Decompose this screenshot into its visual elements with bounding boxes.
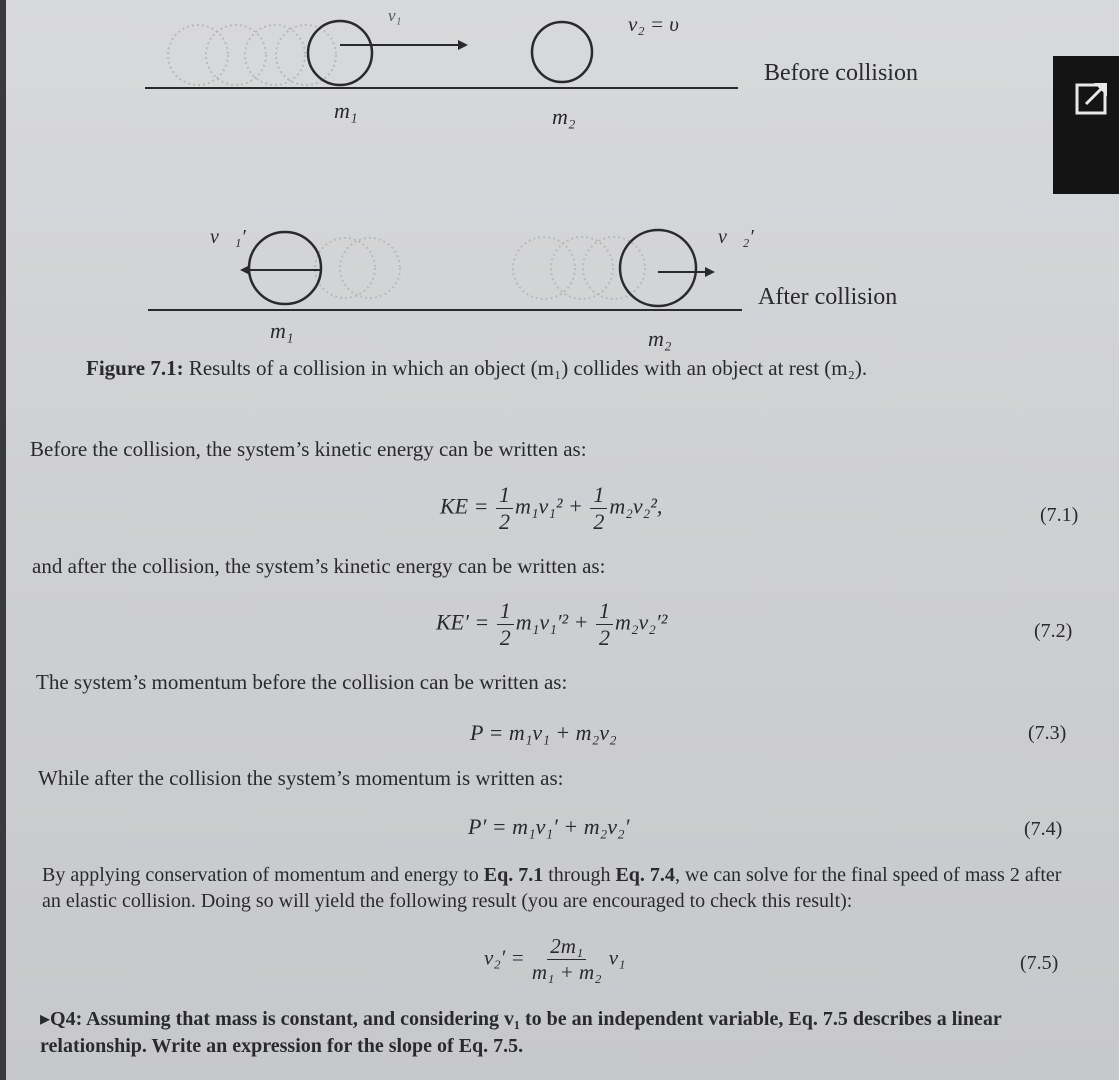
label-m1-after: m₁ <box>270 318 294 343</box>
paragraph-ke-after: and after the collision, the system’s kinetic energy can be written as: <box>32 554 606 578</box>
paragraph-momentum-before: The system’s momentum before the collision can be written as: <box>36 670 568 694</box>
before-collision-label: Before collision <box>764 60 918 86</box>
ball-m2-after <box>620 230 696 306</box>
ref-eq-7-1: Eq. 7.1 <box>483 864 544 886</box>
eq1-half-a: $\frac{1}{2}$ <box>496 484 513 533</box>
eq2-lhs: KE′ = <box>436 609 490 635</box>
eq-number-7-3: (7.3) <box>1028 722 1067 744</box>
collision-figure <box>0 0 1119 340</box>
label-m1-before: m₁ <box>334 98 358 123</box>
paragraph-conservation <box>42 862 1072 914</box>
caption-label: Figure 7.1: <box>86 356 184 380</box>
eq5-denominator: m₁ + m₂ <box>531 960 602 984</box>
eq1-term1: m₁v₁² + <box>514 493 583 519</box>
eq2-half-b: $\frac{1}{2}$ <box>596 600 613 649</box>
ref-eq-7-4: Eq. 7.4 <box>615 864 675 886</box>
side-panel <box>1053 56 1119 194</box>
conservation-text-a: By applying conservation of momentum and energy to <box>42 864 484 886</box>
label-m2-after: m₂ <box>648 326 672 351</box>
figure-caption <box>86 356 867 381</box>
after-collision-label: After collision <box>758 284 898 310</box>
eq5-fraction <box>532 936 602 983</box>
eq1-half-b: $\frac{1}{2}$ <box>590 484 607 533</box>
eq2-half-a: $\frac{1}{2}$ <box>497 600 514 649</box>
label-m2-before: m₂ <box>552 104 576 129</box>
equation-7-3: P = m₁v₁ + m₂v₂ <box>470 720 617 745</box>
eq5-rhs: v₁ <box>608 945 626 970</box>
label-v1-prime: v⃗₁′ <box>210 226 246 248</box>
eq2-term2: m₂v₂′² <box>614 609 668 635</box>
equation-7-2 <box>436 600 667 649</box>
ball-m2-before <box>532 22 592 82</box>
eq5-numerator: 2m₁ <box>547 936 586 960</box>
paragraph-ke-before: Before the collision, the system’s kinetic energy can be written as: <box>30 437 587 461</box>
ball-m1-before <box>308 21 372 85</box>
paragraph-momentum-after: While after the collision the system’s momentum is written as: <box>38 766 564 790</box>
eq-number-7-5: (7.5) <box>1020 952 1059 974</box>
label-v1-before: v₁ <box>388 6 402 25</box>
eq2-term1: m₁v₁′² + <box>515 609 589 635</box>
eq-number-7-1: (7.1) <box>1040 504 1079 526</box>
eq-number-7-2: (7.2) <box>1034 620 1073 642</box>
motion-trail-m1-before <box>168 25 336 85</box>
conservation-text-e: , we can solve for the final speed of mass 2 after an elastic collision. Doing so will yield the following result (you are encouraged to check this result): <box>42 864 1062 912</box>
motion-trail-m1-after <box>315 238 400 298</box>
label-v2-before: v₂ = υ <box>628 12 679 36</box>
label-v2-prime: v⃗₂′ <box>718 226 754 248</box>
external-link-icon[interactable] <box>1074 80 1110 116</box>
eq5-lhs: v₂′ = <box>484 945 525 970</box>
caption-text: Results of a collision in which an object (m₁) collides with an object at rest (m₂). <box>188 356 868 380</box>
conservation-text-c: through <box>543 864 616 886</box>
equation-7-4: P′ = m₁v₁′ + m₂v₂′ <box>468 814 630 839</box>
ball-m1-after <box>249 232 321 304</box>
equation-7-1 <box>440 484 662 533</box>
eq1-lhs: KE = <box>440 493 489 519</box>
eq1-term2: m₂v₂², <box>609 493 663 519</box>
motion-trail-m2-after <box>513 237 645 299</box>
eq-number-7-4: (7.4) <box>1024 818 1063 840</box>
equation-7-5 <box>484 936 625 983</box>
question-q4: ▸Q4: Assuming that mass is constant, and considering v₁ to be an independent variable, Eq. 7.5 describes a linear relationship. Write an expression for the slope of Eq. 7.5. <box>40 1008 1002 1057</box>
